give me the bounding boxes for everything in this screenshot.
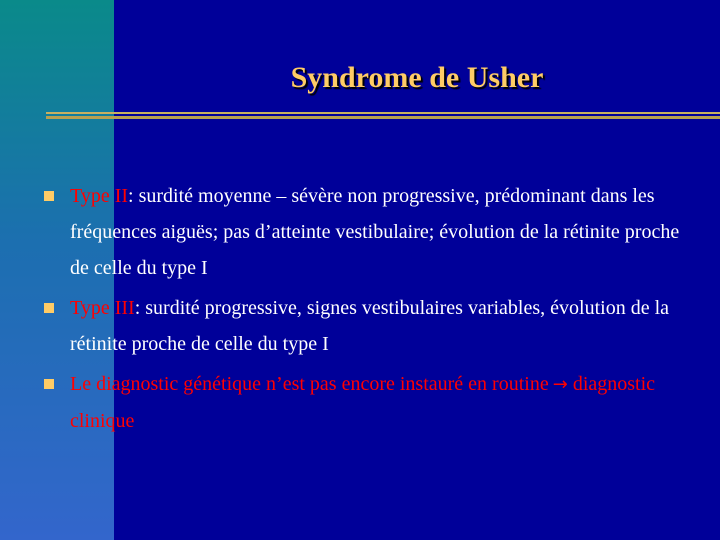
square-bullet-icon: [44, 303, 54, 313]
bullet-list: [40, 178, 700, 443]
bullet-term: Type III: [70, 297, 135, 319]
square-bullet-icon: [44, 191, 54, 201]
bullet-text: : surdité moyenne – sévère non progressive, prédominant dans les fréquences aiguës; pas d’atteinte vestibulaire; évolution de la rétinite proche de celle du type I: [70, 185, 680, 279]
square-bullet-icon: [44, 379, 54, 389]
bullet-item-type-iii: [40, 290, 700, 362]
arrow-right-icon: →: [552, 374, 568, 395]
divider-line-bottom: [46, 116, 720, 119]
bullet-term: Type II: [70, 185, 129, 207]
bullet-text-continued: diagnostic clinique: [70, 373, 656, 432]
divider-line-top: [46, 112, 720, 114]
bullet-item-type-ii: [40, 178, 700, 286]
bullet-text: Le diagnostic génétique n’est pas encore instauré en routine: [70, 373, 549, 395]
slide-title: Syndrome de Usher: [290, 61, 544, 94]
bullet-item-diagnostic: [40, 366, 700, 439]
title-divider: [46, 112, 720, 120]
bullet-text: : surdité progressive, signes vestibulaires variables, évolution de la rétinite proche de celle du type I: [70, 297, 670, 355]
